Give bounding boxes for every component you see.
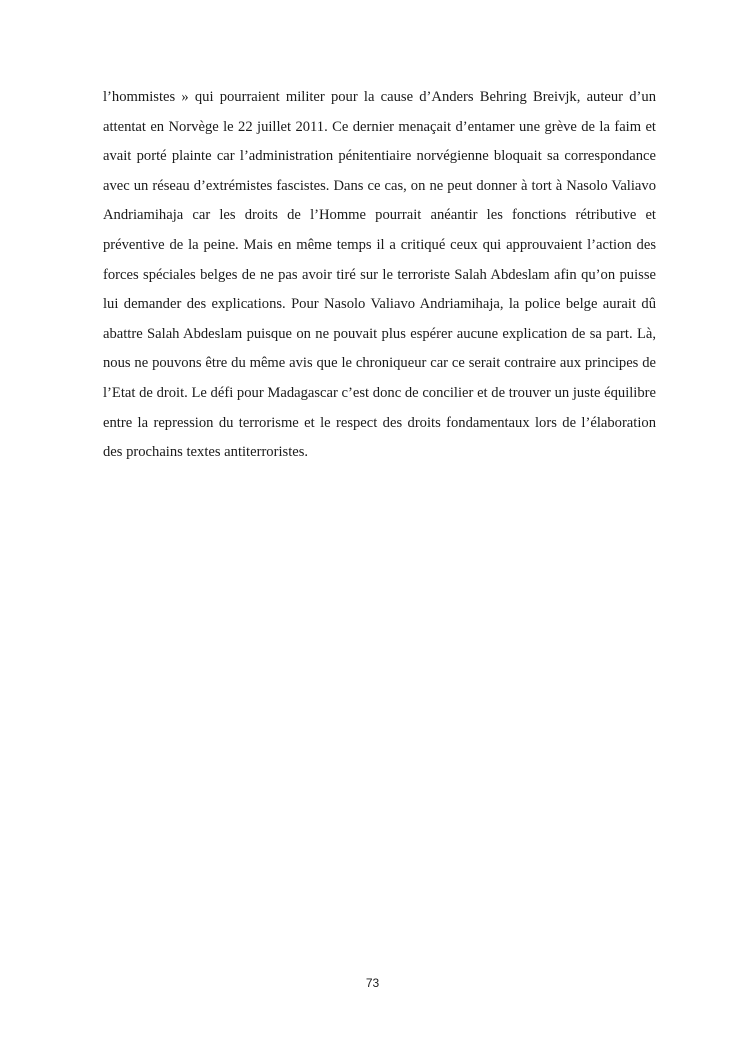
page-number: 73 — [365, 976, 380, 990]
body-paragraph: l’hommistes » qui pourraient militer pour la cause d’Anders Behring Breivjk, auteur d’un attentat en Norvège le 22 juillet 2011. Ce dernier menaçait d’entamer une grève de la faim et avait porté plainte car l’administration pénitentiaire norvégienne bloquait sa correspondance avec un réseau d’extrémistes fascistes. Dans ce cas, on ne peut donner à tort à Nasolo Valiavo Andriamihaja car les droits de l’Homme pourrait anéantir les fonctions rétributive et préventive de la peine. Mais en même temps il a critiqué ceux qui approuvaient l’action des forces spéciales belges de ne pas avoir tiré sur le terroriste Salah Abdeslam afin qu’on puisse lui demander des explications. Pour Nasolo Valiavo Andriamihaja, la police belge aurait dû abattre Salah Abdeslam puisque on ne pouvait plus espérer aucune explication de sa part. Là, nous ne pouvons être du même avis que le chroniqueur car ce serait contraire aux principes de l’Etat de droit. Le défi pour Madagascar c’est donc de concilier et de trouver un juste équilibre entre la repression du terrorisme et le respect des droits fondamentaux lors de l’élaboration des prochains textes antiterroristes. — [103, 89, 656, 461]
